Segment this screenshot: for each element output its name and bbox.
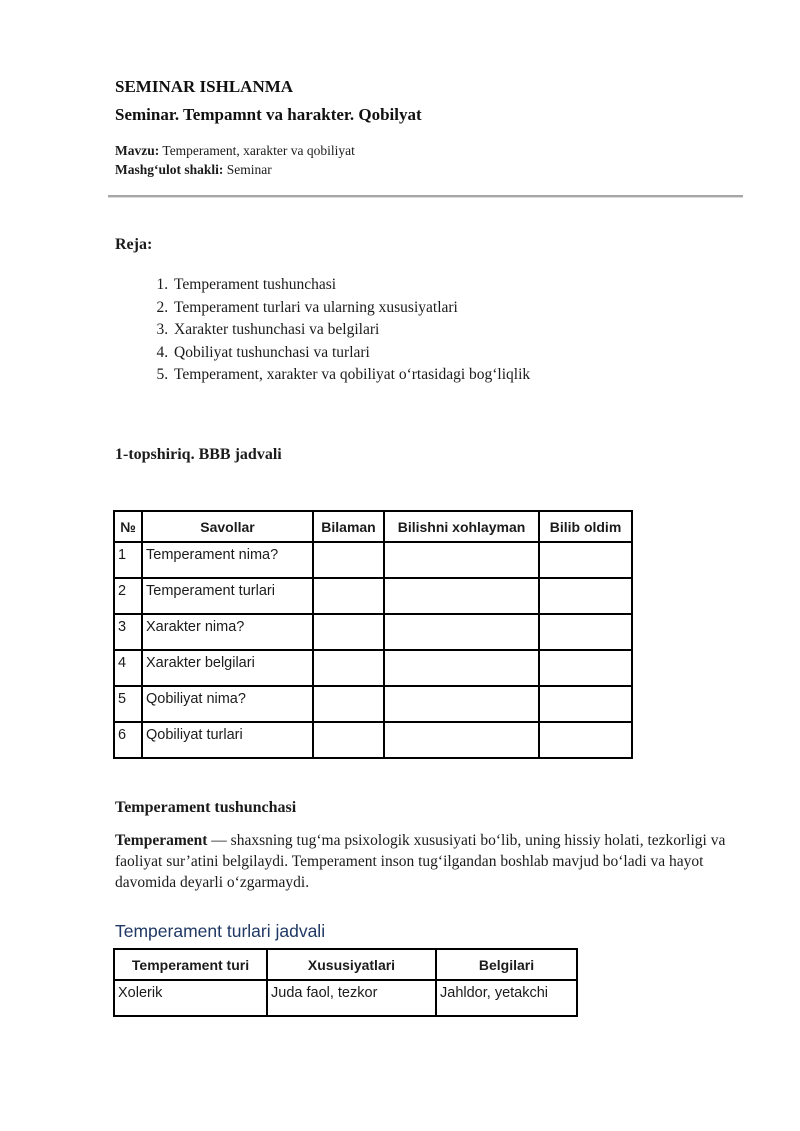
- meta-value: Seminar: [226, 162, 272, 177]
- paragraph-body: — shaxsning tug‘ma psixologik xususiyati bo‘lib, uning hissiy holati, tezkorligi va faoliyat sur’atini belgilaydi. Temperament inson tug‘ilgandan boshlab mavjud bo‘ladi va hayot davomida deyarli o‘zgarmaydi.: [115, 831, 726, 891]
- table-cell: [539, 722, 632, 758]
- table-cell: [384, 542, 539, 578]
- plan-item: 2. Temperament turlari va ularning xususiyatlari: [172, 297, 745, 320]
- column-header: Temperament turi: [114, 949, 267, 980]
- table-cell: Temperament nima?: [142, 542, 313, 578]
- column-header: №: [114, 511, 142, 542]
- table-cell: [539, 542, 632, 578]
- meta-label: Mavzu:: [115, 143, 160, 158]
- plan-item: 5. Temperament, xarakter va qobiliyat o‘rtasidagi bog‘liqlik: [172, 364, 745, 387]
- table-cell: [313, 686, 384, 722]
- column-header: Belgilari: [436, 949, 577, 980]
- table-cell: [313, 614, 384, 650]
- table-cell: Qobiliyat turlari: [142, 722, 313, 758]
- table-row: [114, 542, 632, 578]
- types-heading: Temperament turlari jadvali: [115, 920, 326, 941]
- column-header: Bilib oldim: [539, 511, 632, 542]
- table-cell: [313, 650, 384, 686]
- column-header: Bilishni xohlayman: [384, 511, 539, 542]
- table-cell: Xarakter belgilari: [142, 650, 313, 686]
- task1-heading: 1-topshiriq. BBB jadvali: [115, 445, 282, 463]
- meta-block: [115, 141, 745, 179]
- table-row: [114, 980, 577, 1016]
- table-cell: [539, 614, 632, 650]
- title-line-1: SEMINAR ISHLANMA: [115, 77, 294, 96]
- table-cell: Jahldor, yetakchi: [436, 980, 577, 1016]
- plan-list: [115, 274, 745, 387]
- table-header-row: [114, 949, 577, 980]
- table-cell: [384, 722, 539, 758]
- table-header-row: [114, 511, 632, 542]
- table-cell: 5: [114, 686, 142, 722]
- concept-heading: Temperament tushunchasi: [115, 798, 297, 816]
- table-cell: [384, 614, 539, 650]
- table-row: [114, 614, 632, 650]
- section-divider: [108, 195, 743, 198]
- table-cell: Temperament turlari: [142, 578, 313, 614]
- types-table: [113, 948, 578, 1017]
- table-cell: Qobiliyat nima?: [142, 686, 313, 722]
- table-cell: [313, 722, 384, 758]
- table-cell: [313, 578, 384, 614]
- table-row: [114, 578, 632, 614]
- table-cell: Xarakter nima?: [142, 614, 313, 650]
- column-header: Xususiyatlari: [267, 949, 436, 980]
- table-row: [114, 650, 632, 686]
- column-header: Bilaman: [313, 511, 384, 542]
- meta-label: Mashg‘ulot shakli:: [115, 162, 224, 177]
- meta-row-format: [115, 160, 745, 179]
- table-cell: 4: [114, 650, 142, 686]
- table-cell: [384, 650, 539, 686]
- table-cell: Xolerik: [114, 980, 267, 1016]
- table-cell: [539, 578, 632, 614]
- table-row: [114, 722, 632, 758]
- column-header: Savollar: [142, 511, 313, 542]
- table-cell: [539, 686, 632, 722]
- plan-heading: Reja:: [115, 236, 153, 253]
- plan-item: 4. Qobiliyat tushunchasi va turlari: [172, 342, 745, 365]
- table-cell: 1: [114, 542, 142, 578]
- table-cell: [313, 542, 384, 578]
- concept-paragraph: [115, 830, 747, 893]
- table-cell: 2: [114, 578, 142, 614]
- meta-row-topic: [115, 141, 745, 160]
- plan-item: 1. Temperament tushunchasi: [172, 274, 745, 297]
- table-cell: [384, 578, 539, 614]
- paragraph-lead: Temperament: [115, 831, 208, 849]
- document-title: [115, 73, 745, 129]
- meta-value: Temperament, xarakter va qobiliyat: [162, 143, 355, 158]
- plan-item: 3. Xarakter tushunchasi va belgilari: [172, 319, 745, 342]
- table-cell: 3: [114, 614, 142, 650]
- table-cell: 6: [114, 722, 142, 758]
- title-line-2: Seminar. Tempamnt va harakter. Qobilyat: [115, 105, 422, 124]
- table-cell: [384, 686, 539, 722]
- table-row: [114, 686, 632, 722]
- table-cell: [539, 650, 632, 686]
- bbb-table: [113, 510, 633, 759]
- table-cell: Juda faol, tezkor: [267, 980, 436, 1016]
